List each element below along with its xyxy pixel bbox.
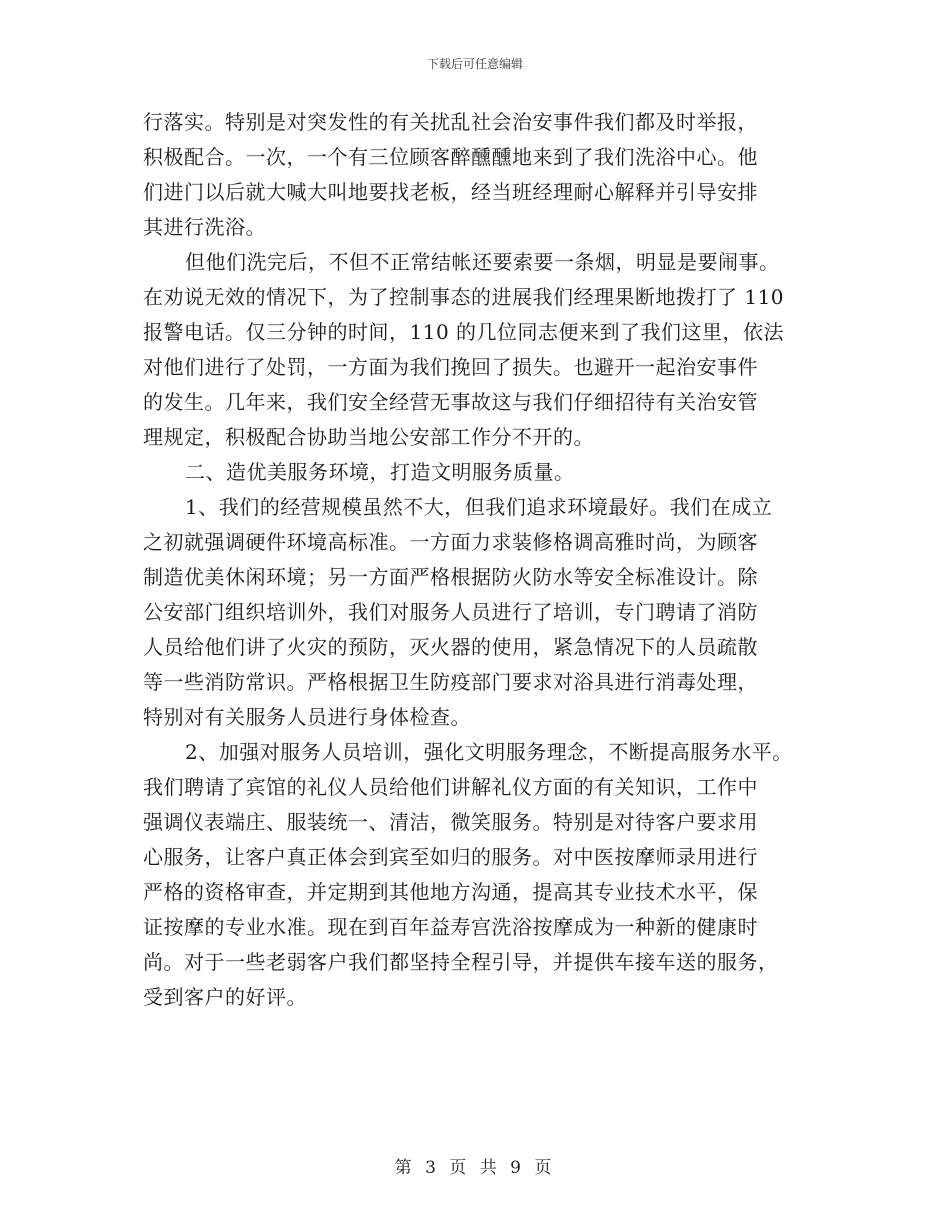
- text-line: 但他们洗完后，不但不正常结帐还要索要一条烟，明显是要闹事。: [185, 250, 780, 274]
- text-line: 理规定，积极配合协助当地公安部工作分不开的。: [143, 425, 594, 449]
- text-line: 我们聘请了宾馆的礼仪人员给他们讲解礼仪方面的有关知识，工作中: [143, 775, 758, 799]
- text-line: 对他们进行了处罚，一方面为我们挽回了损失。也避开一起治安事件: [143, 355, 758, 379]
- text-line: 严格的资格审查，并定期到其他地方沟通，提高其专业技术水平，保: [143, 880, 758, 904]
- section-heading: [143, 455, 833, 490]
- paragraph: [143, 490, 833, 735]
- text-line: 等一些消防常识。严格根据卫生防疫部门要求对浴具进行消毒处理，: [143, 670, 758, 694]
- text-line: 证按摩的专业水准。现在到百年益寿宫洗浴按摩成为一种新的健康时: [143, 915, 758, 939]
- page-number: 第 3 页 共 9 页: [394, 1158, 556, 1178]
- text-line: 公安部门组织培训外，我们对服务人员进行了培训，专门聘请了消防: [143, 600, 758, 624]
- text-line: 在劝说无效的情况下，为了控制事态的进展我们经理果断地拨打了 110: [143, 285, 785, 309]
- document-body: [143, 105, 833, 1015]
- text-line: 二、造优美服务环境，打造文明服务质量。: [185, 460, 575, 484]
- paragraph: [143, 735, 833, 1015]
- text-line: 积极配合。一次，一个有三位顾客醉醺醺地来到了我们洗浴中心。他: [143, 145, 758, 169]
- text-line: 报警电话。仅三分钟的时间，110 的几位同志便来到了我们这里，依法: [143, 320, 785, 344]
- text-line: 特别对有关服务人员进行身体检查。: [143, 705, 471, 729]
- text-line: 行落实。特别是对突发性的有关扰乱社会治安事件我们都及时举报，: [143, 110, 758, 134]
- text-line: 制造优美休闲环境；另一方面严格根据防火防水等安全标准设计。除: [143, 565, 758, 589]
- text-line: 受到客户的好评。: [143, 985, 307, 1009]
- text-line: 们进门以后就大喊大叫地要找老板，经当班经理耐心解释并引导安排: [143, 180, 758, 204]
- text-line: 其进行洗浴。: [143, 215, 266, 239]
- paragraph: [143, 105, 833, 245]
- paragraph: [143, 245, 833, 455]
- text-line: 1、我们的经营规模虽然不大，但我们追求环境最好。我们在成立: [185, 495, 773, 519]
- text-line: 人员给他们讲了火灾的预防，灭火器的使用，紧急情况下的人员疏散: [143, 635, 758, 659]
- text-line: 之初就强调硬件环境高标准。一方面力求装修格调高雅时尚，为顾客: [143, 530, 758, 554]
- text-line: 心服务，让客户真正体会到宾至如归的服务。对中医按摩师录用进行: [143, 845, 758, 869]
- page-header-note: 下载后可任意编辑: [426, 57, 523, 71]
- text-line: 强调仪表端庄、服装统一、清洁，微笑服务。特别是对待客户要求用: [143, 810, 758, 834]
- text-line: 2、加强对服务人员培训，强化文明服务理念，不断提高服务水平。: [185, 740, 793, 764]
- text-line: 尚。对于一些老弱客户我们都坚持全程引导，并提供车接车送的服务，: [143, 950, 779, 974]
- text-line: 的发生。几年来，我们安全经营无事故这与我们仔细招待有关治安管: [143, 390, 758, 414]
